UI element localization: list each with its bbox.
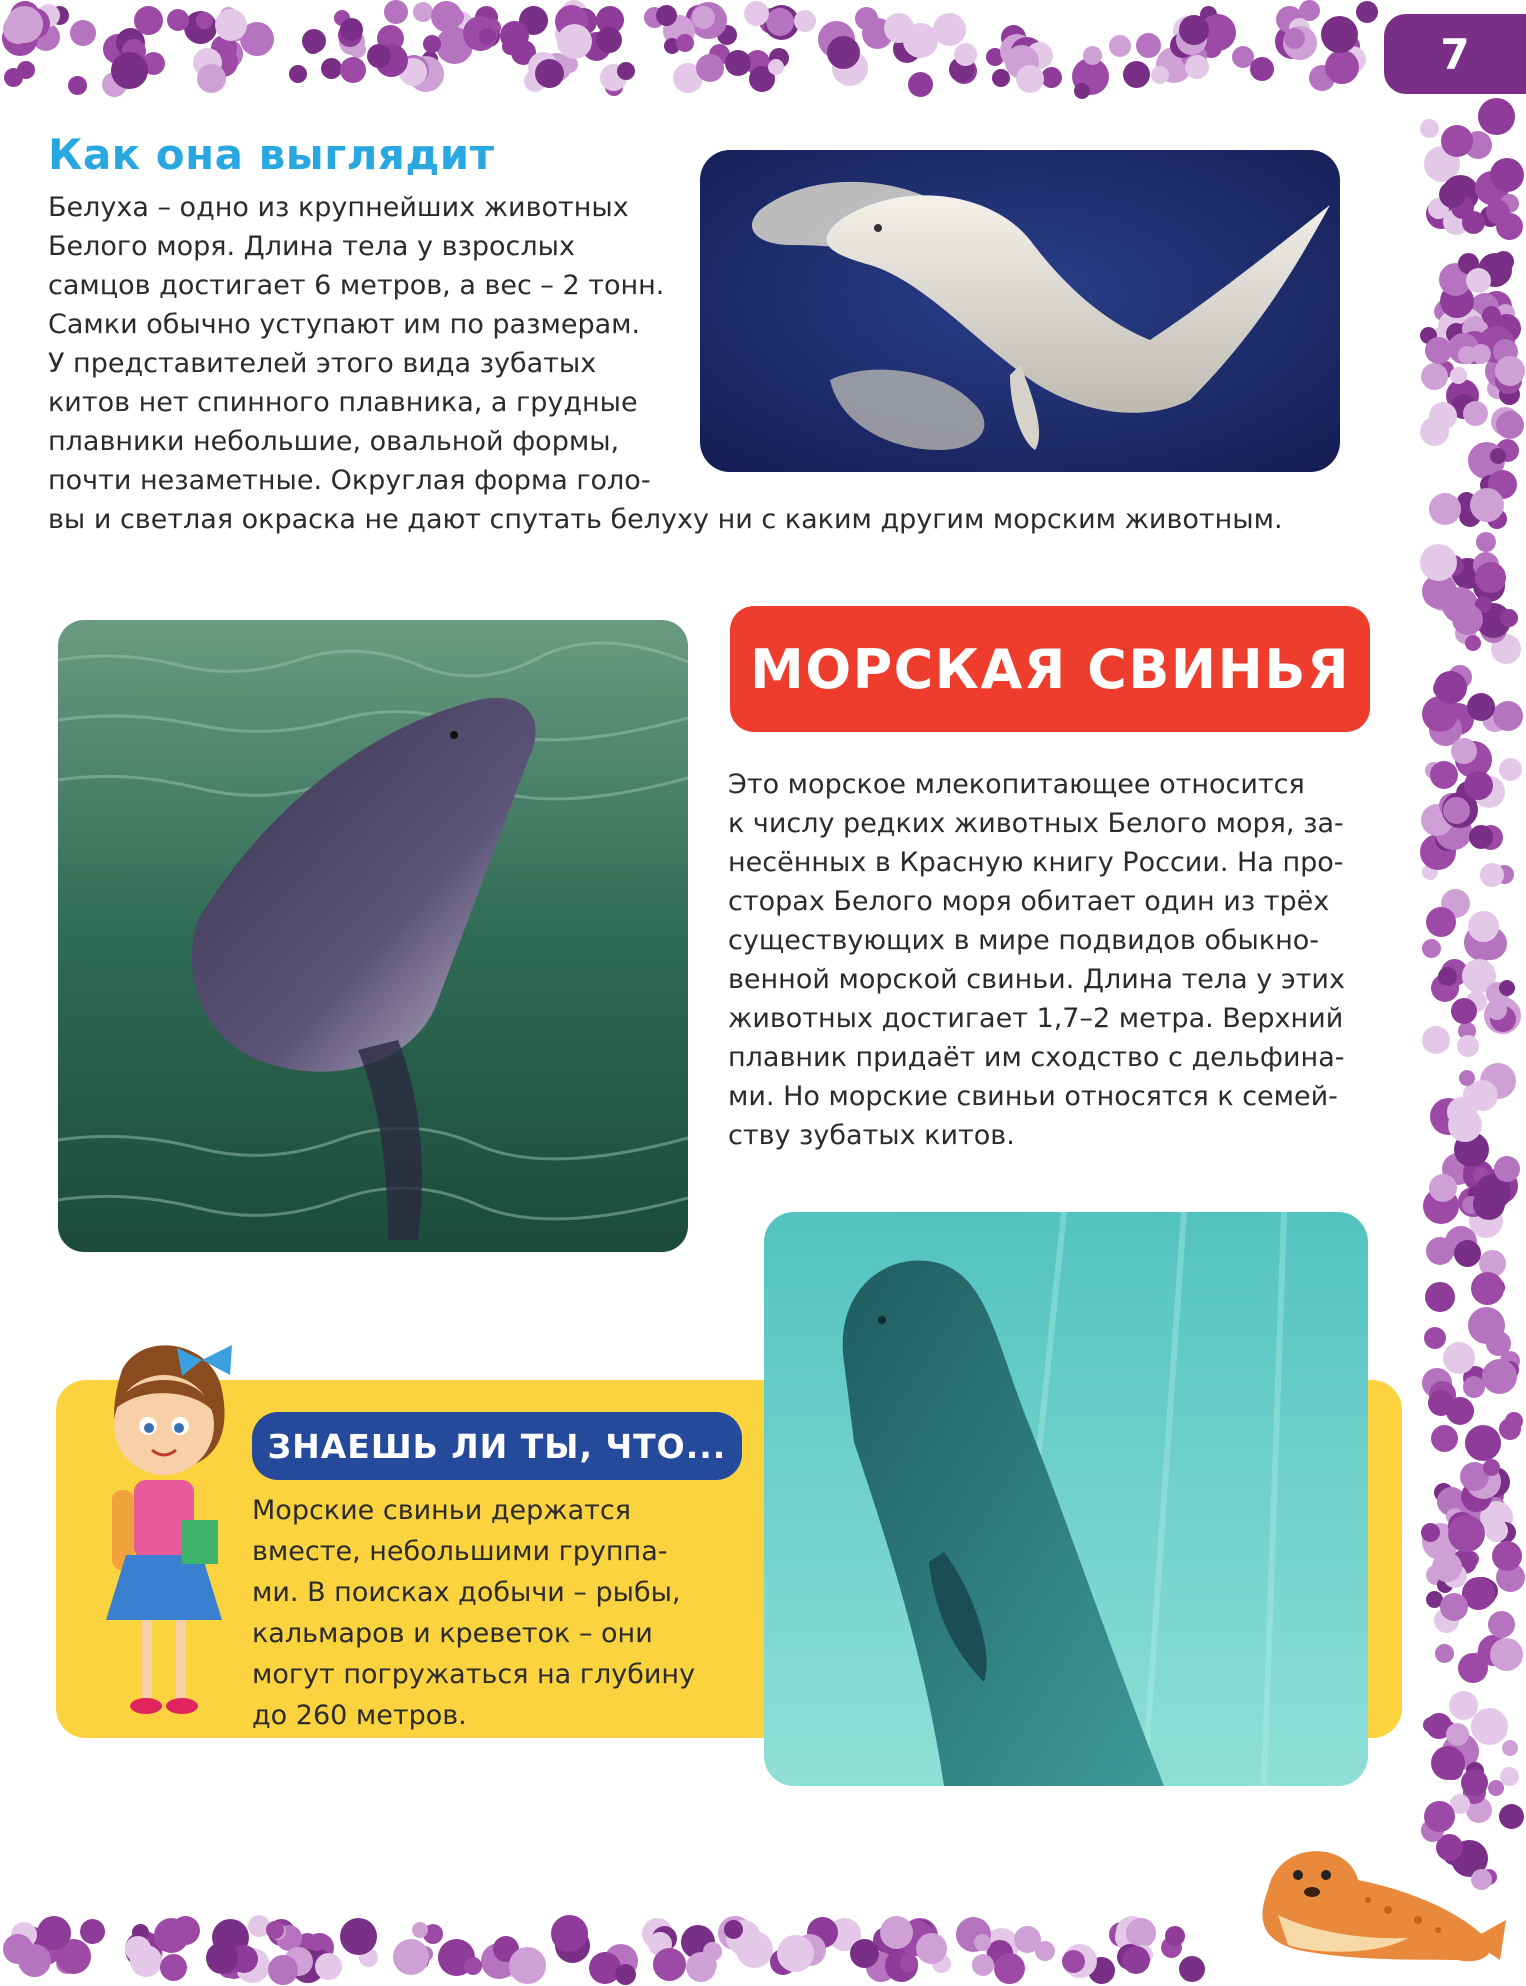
decorative-dot: [1437, 985, 1453, 1001]
text-line: существующих в мире подвидов обыкно-: [728, 925, 1320, 956]
decorative-dot: [692, 6, 715, 29]
decorative-dot: [1325, 50, 1359, 84]
decorative-dot: [1422, 1026, 1450, 1054]
decorative-dot: [1496, 213, 1523, 240]
decorative-dot: [1123, 61, 1150, 88]
decorative-dot: [1490, 1638, 1523, 1671]
girl-illustration: [82, 1330, 242, 1730]
decorative-dot: [933, 13, 966, 46]
decorative-dot: [500, 21, 529, 50]
decorative-dot: [535, 59, 564, 88]
text-line: ми. Но морские свиньи относятся к семей-: [728, 1081, 1338, 1112]
decorative-dot: [1431, 1746, 1465, 1780]
decorative-dot: [1062, 1950, 1085, 1973]
decorative-dot: [768, 59, 784, 75]
decorative-dot: [70, 20, 96, 46]
decorative-dot: [1109, 35, 1131, 57]
decorative-dot: [1488, 1611, 1515, 1638]
decorative-dot: [1465, 635, 1481, 651]
text-line: самцов достигает 6 метров, а вес – 2 тонн.: [48, 270, 665, 301]
decorative-dot: [1495, 356, 1525, 386]
decorative-dot: [431, 1, 462, 32]
decorative-dot: [1471, 1272, 1504, 1305]
decorative-dot: [206, 1942, 238, 1974]
decorative-dot: [617, 62, 635, 80]
decorative-dot: [1493, 251, 1514, 272]
decorative-dot: [1452, 604, 1483, 635]
text-line: Самки обычно уступают им по размерам.: [48, 309, 641, 340]
decorative-dot: [1451, 738, 1477, 764]
decorative-dot: [1440, 1593, 1468, 1621]
decorative-dot: [696, 54, 724, 82]
decorative-dot: [1035, 1941, 1055, 1961]
text-line: Это морское млекопитающее относится: [728, 769, 1305, 800]
decorative-dot: [340, 1918, 377, 1955]
decorative-dot: [1420, 544, 1457, 581]
decorative-dot: [1446, 1723, 1469, 1746]
decorative-dot: [479, 28, 496, 45]
decorative-dot: [994, 1953, 1025, 1984]
text-line: плавники небольшие, овальной формы,: [48, 426, 620, 457]
decorative-dot: [1429, 402, 1457, 430]
decorative-dot: [1016, 65, 1044, 93]
decorative-dot: [1284, 28, 1305, 49]
decorative-dot: [266, 1921, 284, 1939]
decorative-dot: [423, 35, 441, 53]
decorative-dot: [3, 14, 33, 44]
text-line: Морские свиньи держатся: [252, 1495, 631, 1526]
decorative-dot: [367, 44, 391, 68]
decorative-dot: [972, 1954, 994, 1976]
decorative-dot: [197, 64, 226, 93]
decorative-dot: [1467, 693, 1495, 721]
decorative-dot: [1492, 1541, 1522, 1571]
text-line: У представителей этого вида зубатых: [48, 348, 597, 379]
decorative-dot: [850, 1939, 879, 1968]
decorative-dot: [744, 1, 769, 26]
decorative-dot: [1462, 211, 1485, 234]
decorative-dot: [557, 24, 592, 59]
decorative-dot: [1422, 939, 1441, 958]
decorative-dot: [215, 9, 247, 41]
decorative-dot: [1466, 268, 1491, 293]
decorative-dot: [1441, 125, 1473, 157]
decorative-dot: [1465, 1425, 1501, 1461]
decorative-dot: [340, 18, 363, 41]
decorative-dot: [1448, 1515, 1485, 1552]
decorative-dot: [1423, 1717, 1439, 1733]
decorative-dot: [1425, 337, 1452, 364]
decorative-dot: [1467, 1080, 1498, 1111]
porpoise-paragraph: [728, 765, 1388, 1155]
decorative-dot: [653, 1948, 686, 1981]
decorative-dot: [596, 27, 622, 53]
decorative-dot: [134, 6, 163, 35]
decorative-dot: [1435, 1644, 1454, 1663]
decorative-dot: [1454, 1240, 1481, 1267]
decorative-dot: [725, 50, 751, 76]
text-line: сторах Белого моря обитает один из трёх: [728, 886, 1330, 917]
decorative-dot: [1179, 1956, 1205, 1982]
decorative-dot: [167, 9, 189, 31]
decorative-dot: [1471, 1708, 1508, 1745]
text-line: вместе, небольшими группа-: [252, 1536, 668, 1567]
decorative-dot: [1490, 448, 1506, 464]
decorative-dot: [1438, 967, 1457, 986]
decorative-dot: [686, 1952, 716, 1982]
decorative-dot: [1476, 532, 1496, 552]
decorative-dot: [1450, 367, 1467, 384]
decorative-dot: [1426, 907, 1456, 937]
decorative-dot: [880, 1916, 913, 1949]
text-line: плавник придаёт им сходство с дельфина-: [728, 1042, 1345, 1073]
decorative-dot: [1421, 1523, 1440, 1542]
text-line: могут погружаться на глубину: [252, 1659, 696, 1690]
decorative-dot: [1421, 363, 1448, 390]
decorative-dot: [1428, 1390, 1454, 1416]
page-number-label: 7: [1440, 29, 1470, 79]
decorative-dot: [1429, 493, 1461, 525]
decorative-dot: [340, 57, 366, 83]
decorative-dot: [80, 1919, 105, 1944]
decorative-dot: [794, 10, 816, 32]
decorative-dot: [1449, 1691, 1478, 1720]
decorative-dot: [1463, 401, 1488, 426]
decorative-dot: [1494, 1156, 1520, 1182]
decorative-dot: [615, 1964, 636, 1985]
decorative-dot: [1083, 46, 1102, 65]
dotted-border-top: [0, 0, 1526, 105]
beluga-paragraph-tail: вы и светлая окраска не дают спутать белуху ни с каким другим морским животным.: [48, 504, 1283, 535]
beluga-paragraph: [48, 188, 688, 500]
text-line: к числу редких животных Белого моря, за-: [728, 808, 1344, 839]
decorative-dot: [268, 1955, 298, 1985]
decorative-dot: [1500, 609, 1518, 627]
decorative-dot: [1429, 1174, 1457, 1202]
decorative-dot: [551, 1915, 588, 1952]
decorative-dot: [1443, 797, 1470, 824]
decorative-dot: [1179, 15, 1209, 45]
decorative-dot: [1420, 119, 1439, 138]
text-line: до 260 метров.: [252, 1700, 467, 1731]
decorative-dot: [1431, 1425, 1458, 1452]
decorative-dot: [1488, 1780, 1504, 1796]
decorative-dot: [1356, 1, 1378, 23]
page-number: [1384, 14, 1526, 94]
porpoise-surface-photo: [58, 620, 688, 1252]
decorative-dot: [916, 1933, 947, 1964]
decorative-dot: [656, 5, 677, 26]
text-line: Белого моря. Длина тела у взрослых: [48, 231, 575, 262]
beluga-photo: [700, 150, 1340, 472]
decorative-dot: [289, 65, 307, 83]
text-line: венной морской свиньи. Длина тела у этих: [728, 964, 1345, 995]
decorative-dot: [384, 0, 408, 24]
decorative-dot: [1250, 57, 1274, 81]
decorative-dot: [1499, 980, 1515, 996]
decorative-dot: [1502, 1740, 1518, 1756]
decorative-dot: [413, 2, 433, 22]
decorative-dot: [884, 13, 914, 43]
decorative-dot: [1457, 1035, 1479, 1057]
decorative-dot: [68, 76, 87, 95]
decorative-dot: [1485, 1519, 1508, 1542]
section-heading: Как она выглядит: [48, 130, 495, 179]
text-line: Белуха – одно из крупнейших животных: [48, 192, 629, 223]
decorative-dot: [160, 1954, 187, 1981]
decorative-dot: [125, 1936, 151, 1962]
text-line: кальмаров и креветок – они: [252, 1618, 653, 1649]
decorative-dot: [1439, 181, 1466, 208]
decorative-dot: [855, 7, 878, 30]
decorative-dot: [1443, 1342, 1475, 1374]
decorative-dot: [1490, 158, 1524, 192]
decorative-dot: [1458, 346, 1476, 364]
dotted-border-right: [1420, 95, 1526, 1895]
decorative-dot: [1470, 488, 1504, 522]
decorative-dot: [1473, 1188, 1505, 1220]
decorative-dot: [154, 1918, 189, 1953]
text-line: животных достигает 1,7–2 метра. Верхний: [728, 1003, 1344, 1034]
decorative-dot: [1464, 771, 1493, 800]
fact-heading: ЗНАЕШЬ ЛИ ТЫ, ЧТО...: [252, 1412, 742, 1480]
decorative-dot: [1486, 1331, 1511, 1356]
decorative-dot: [736, 1931, 773, 1968]
decorative-dot: [1482, 1359, 1517, 1394]
decorative-dot: [18, 1944, 51, 1977]
decorative-dot: [1499, 758, 1522, 781]
decorative-dot: [908, 72, 933, 97]
decorative-dot: [1468, 911, 1499, 942]
decorative-dot: [1074, 83, 1090, 99]
decorative-dot: [1487, 1000, 1507, 1020]
decorative-dot: [974, 1934, 991, 1951]
decorative-dot: [1321, 16, 1358, 53]
decorative-dot: [1475, 562, 1506, 593]
text-line: почти незаметные. Округлая форма голо-: [48, 465, 651, 496]
decorative-dot: [196, 12, 213, 29]
decorative-dot: [17, 61, 35, 79]
decorative-dot: [1496, 411, 1524, 439]
decorative-dot: [302, 29, 326, 53]
fact-paragraph: [252, 1490, 732, 1736]
decorative-dot: [1165, 1926, 1185, 1946]
decorative-dot: [1483, 1459, 1500, 1476]
decorative-dot: [1499, 1418, 1521, 1440]
decorative-dot: [766, 8, 794, 36]
species-title-banner: МОРСКАЯ СВИНЬЯ: [730, 606, 1370, 732]
decorative-dot: [412, 1922, 428, 1938]
decorative-dot: [1430, 761, 1458, 789]
decorative-dot: [1122, 1946, 1150, 1974]
decorative-dot: [1469, 825, 1493, 849]
decorative-dot: [111, 52, 148, 89]
decorative-dot: [1482, 306, 1501, 325]
decorative-dot: [1461, 1769, 1488, 1796]
decorative-dot: [1493, 701, 1523, 731]
decorative-dot: [1434, 671, 1467, 704]
decorative-dot: [1185, 55, 1209, 79]
seal-illustration: [1238, 1820, 1508, 1970]
decorative-dot: [1478, 98, 1515, 135]
decorative-dot: [777, 1935, 814, 1972]
decorative-dot: [1425, 1282, 1455, 1312]
decorative-dot: [1463, 1376, 1485, 1398]
decorative-dot: [1424, 1327, 1446, 1349]
decorative-dot: [1480, 863, 1504, 887]
text-line: ству зубатых китов.: [728, 1120, 1015, 1151]
text-line: китов нет спинного плавника, а грудные: [48, 387, 638, 418]
decorative-dot: [1041, 67, 1062, 88]
decorative-dot: [827, 36, 860, 69]
text-line: несённых в Красную книгу России. На про-: [728, 847, 1344, 878]
porpoise-underwater-photo: [764, 1212, 1368, 1786]
decorative-dot: [321, 58, 342, 79]
decorative-dot: [464, 1957, 482, 1975]
text-line: ми. В поисках добычи – рыбы,: [252, 1577, 681, 1608]
decorative-dot: [509, 1947, 546, 1984]
decorative-dot: [1451, 998, 1477, 1024]
decorative-dot: [900, 1954, 918, 1972]
decorative-dot: [393, 1939, 429, 1975]
decorative-dot: [315, 1953, 342, 1980]
decorative-dot: [676, 34, 694, 52]
decorative-dot: [1151, 66, 1169, 84]
decorative-dot: [954, 43, 977, 66]
decorative-dot: [1136, 33, 1161, 58]
decorative-dot: [1432, 1552, 1462, 1582]
